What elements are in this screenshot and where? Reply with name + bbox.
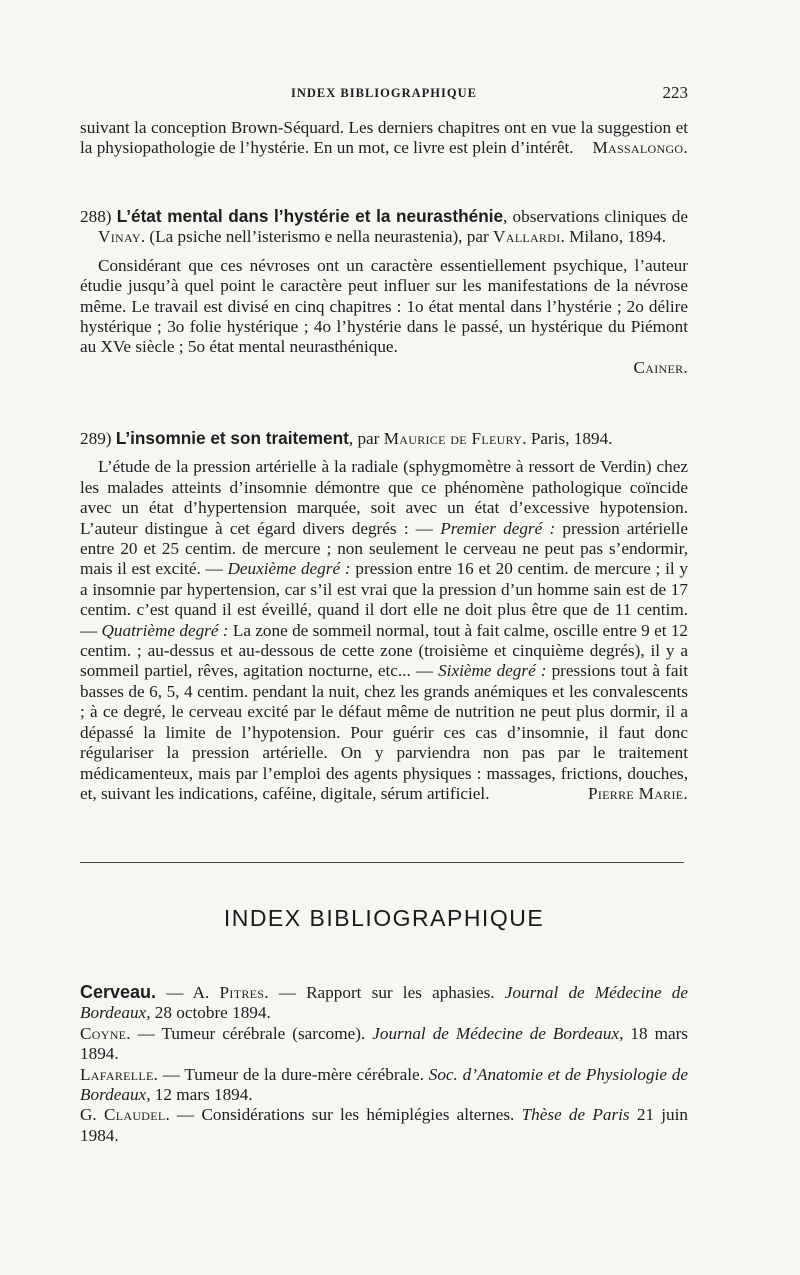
entry-head-text: . (La psiche nell’isterismo e nella neurastenia), par [140,227,489,247]
entry-head-text: , par [348,429,380,448]
entry-head-text: , observations cliniques de [503,207,689,226]
entry-289-heading [80,428,688,449]
bib-prefix: G. [80,1105,97,1125]
bib-journal: Journal de Médecine de Bordeaux [80,983,689,1023]
bib-text: . — Tumeur cérébrale (sarcome). [126,1023,366,1043]
bibliography-list [80,982,688,1146]
category-label: Cerveau. [80,982,157,1002]
body-text: L’étude de la pression artérielle à la radiale (sphygmomètre à ressort de Verdin) chez les malades atteints d’insomnie démontre que ce phénomène pathologique coïncide avec un état d’hypertension marquée, soit avec un état d’excessive hypotension. L’auteur distingue à cet égard divers degrés : — [80,457,688,538]
bib-date: , 28 octobre 1894. [146,1003,271,1023]
signature-name: Pierre Marie. [588,783,688,803]
degree-label: Sixième degré : [438,661,547,681]
entry-title: L’insomnie et son traitement [115,428,349,448]
intro-block [80,118,688,159]
entry-288 [80,206,688,378]
entry-number: 288) [80,207,112,226]
bib-author: Lafarelle [80,1064,154,1084]
body-text: La zone de sommeil normal, tout à fait calme, oscille entre 9 et 12 centim. ; au-dessus et au-dessous de cette zone (troisième et cinquième degrés), il y a sommeil partiel, rêves, agitation nocturne, etc... — [80,620,689,681]
bib-item [80,1105,688,1146]
bib-item [80,1065,688,1106]
signature-name: Massalongo. [592,138,688,158]
entry-288-body: Considérant que ces névroses ont un caractère essentiellement psychique, l’auteur étudie jusqu’à quel point le caractère peut influer sur les manifestations de la névrose même. Le travail est divisé en cinq chapitres : 1o état mental dans l’hystérie ; 2o délire hystérique ; 3o folie hystérique ; 4o l’hystérie dans le passé, un hystérique du Piémont au XVe siècle ; 5o état mental neurasthénique. [80,255,688,357]
bib-author: Coyne [80,1023,127,1043]
bib-journal: Thèse de Paris [521,1105,630,1125]
entry-author: Maurice de Fleury [383,429,523,448]
entry-number: 289) [80,429,112,448]
intro-text: suivant la conception Brown-Séquard. Les derniers chapitres ont en vue la suggestion et la physiopathologie de l’hystérie. En un mot, ce livre est plein d’intérêt. [80,118,688,158]
entry-publisher: Vallardi [493,227,561,247]
running-head-title: INDEX BIBLIOGRAPHIQUE [291,86,477,100]
bib-prefix: — A. [166,983,210,1002]
entry-title: L’état mental dans l’hystérie et la neurasthénie [116,206,504,226]
bib-date: , 12 mars 1894. [146,1085,253,1105]
bib-item [80,1024,688,1065]
bib-text: . — Rapport sur les aphasies. [264,983,495,1002]
bib-text: . — Considérations sur les hémiplégies alternes. [165,1105,515,1125]
running-head [80,83,688,108]
bib-author: Pitres [219,983,265,1002]
entry-289-body [80,457,688,804]
bib-journal: Soc. d’Anatomie et de Physiologie de Bordeaux [80,1064,689,1105]
bib-author: Claudel [103,1105,166,1125]
entry-289 [80,428,688,804]
body-text: pression artérielle entre 20 et 25 centim. de mercure ; non seulement le cerveau ne peut pas s’endormir, mais il est excité. — [80,518,688,579]
entry-288-signature [80,358,688,378]
entry-author: Vinay [98,227,141,247]
section-divider [80,862,684,863]
body-text: pression entre 16 et 20 centim. de mercure ; il y a insomnie par hypertension, car s’il est vrai que la pression d’un homme sain est de 17 centim. c’est quand il est éveillé, quand il dort elle ne doit plus être que de 11 centim. — [80,559,689,640]
bib-date: 21 juin 1984. [80,1105,689,1145]
degree-label: Premier degré : [440,518,556,538]
entry-head-text: . Paris, 1894. [522,429,613,448]
degree-label: Quatrième degré : [101,620,229,640]
body-text: pressions tout à fait basses de 6, 5, 4 centim. pendant la nuit, chez les grands anémiques et les convalescents ; à ce degré, le cerveau excité par le défaut même de nutrition ne peut plus dormir, il a dépassé la limite de l’hypotension. Pour guérir ces cas d’insomnie, il faut donc régulariser la pression artérielle. On y parviendra non pas par le traitement médicamenteux, mais par l’emploi des agents physiques : massages, frictions, douches, et, suivant les indications, caféine, digitale, sérum artificiel. [80,661,689,803]
bib-journal: Journal de Médecine de Bordeaux [372,1023,620,1043]
degree-label: Deuxième degré : [227,559,351,579]
page-number: 223 [662,83,688,102]
bib-date: , 18 mars 1894. [80,1023,688,1064]
signature-name: Cainer. [633,357,688,377]
entry-head-text: . Milano, 1894. [560,227,667,247]
index-title: INDEX BIBLIOGRAPHIQUE [223,905,545,931]
bib-text: . — Tumeur de la dure-mère cérébrale. [153,1064,424,1084]
bib-item [80,982,688,1024]
entry-288-heading [80,206,688,248]
